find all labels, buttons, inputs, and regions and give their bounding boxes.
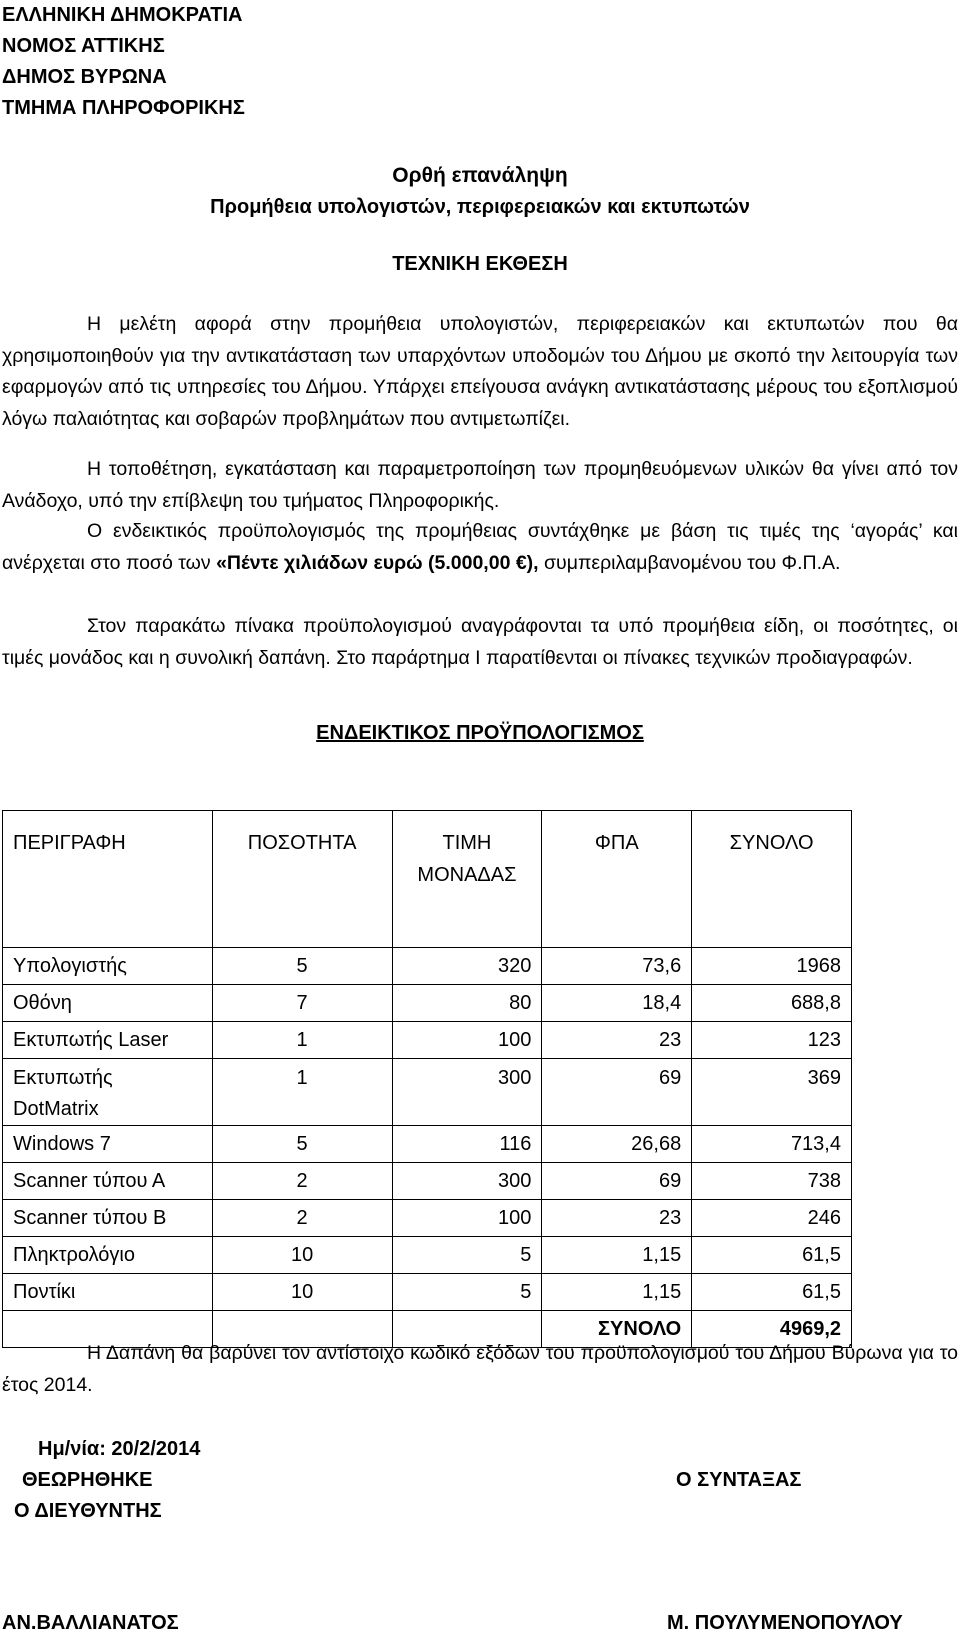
table-row	[3, 1022, 852, 1059]
row-item: Οθόνη	[3, 985, 213, 1022]
row-vat: 26,68	[542, 1126, 692, 1163]
signature-author-role: Ο ΣΥΝΤΑΞΑΣ	[676, 1469, 802, 1491]
row-vat: 1,15	[542, 1274, 692, 1311]
col-description: ΠΕΡΙΓΡΑΦΗ	[3, 811, 213, 948]
row-quantity: 5	[212, 948, 392, 985]
row-price: 80	[392, 985, 542, 1022]
row-quantity: 10	[212, 1274, 392, 1311]
row-quantity: 10	[212, 1237, 392, 1274]
budget-title: ΕΝΔΕΙΚΤΙΚΟΣ ΠΡΟΫΠΟΛΟΓΙΣΜΟΣ	[316, 722, 644, 744]
table-header-row	[3, 811, 852, 948]
row-total: 713,4	[692, 1126, 852, 1163]
sum-label: ΣΥΝΟΛΟ	[542, 1311, 692, 1348]
row-price: 116	[392, 1126, 542, 1163]
row-total: 369	[692, 1059, 852, 1126]
correction-title: Ορθή επανάληψη	[392, 164, 568, 187]
header-line-country: ΕΛΛΗΝΙΚΗ ΔΗΜΟΚΡΑΤΙΑ	[2, 4, 243, 26]
table-row	[3, 1237, 852, 1274]
row-item: Εκτυπωτής DotMatrix	[3, 1059, 213, 1126]
paragraph-closing: Η Δαπάνη θα βαρύνει τον αντίστοιχο κωδικό εξόδων του προϋπολογισμού του Δήμου Βύρωνα για το έτος 2014.	[2, 1342, 958, 1396]
paragraph-installation: Η τοποθέτηση, εγκατάσταση και παραμετροποίηση των προμηθευόμενων υλικών θα γίνει από τον Ανάδοχο, υπό την επίβλεψη του τμήματος Πληροφορικής.	[2, 458, 958, 512]
row-price: 5	[392, 1274, 542, 1311]
col-unit-price-line2: ΜΟΝΑΔΑΣ	[417, 864, 517, 886]
row-item: Υπολογιστής	[3, 948, 213, 985]
col-unit-price-line1: ΤΙΜΗ	[442, 832, 492, 854]
paragraph-purpose: Η μελέτη αφορά στην προμήθεια υπολογιστών, περιφερειακών και εκτυπωτών που θα χρησιμοποιηθούν για την αντικατάσταση των υπαρχόντων υποδομών του Δήμου με σκοπό την λειτουργία των εφαρμογών από τις υπηρεσίες του Δήμου. Υπάρχει επείγουσα ανάγκη αντικατάστασης μέρους του εξοπλισμού λόγω παλαιότητας και σοβαρών προβλημάτων που αντιμετωπίζει.	[2, 313, 958, 430]
row-price: 100	[392, 1200, 542, 1237]
row-item: Πληκτρολόγιο	[3, 1237, 213, 1274]
row-total: 738	[692, 1163, 852, 1200]
row-vat: 23	[542, 1200, 692, 1237]
row-quantity: 5	[212, 1126, 392, 1163]
signature-date: Ημ/νία: 20/2/2014	[38, 1438, 201, 1460]
row-price: 320	[392, 948, 542, 985]
row-vat: 1,15	[542, 1237, 692, 1274]
table-row	[3, 1126, 852, 1163]
row-total: 61,5	[692, 1274, 852, 1311]
signature-director-role: Ο ΔΙΕΥΘΥΝΤΗΣ	[14, 1500, 162, 1522]
header-line-municipality: ΔΗΜΟΣ ΒΥΡΩΝΑ	[2, 66, 167, 88]
row-item: Scanner τύπου Α	[3, 1163, 213, 1200]
budget-amount-bold: «Πέντε χιλιάδων ευρώ (5.000,00 €),	[216, 551, 539, 574]
row-item: Ποντίκι	[3, 1274, 213, 1311]
row-item: Scanner τύπου Β	[3, 1200, 213, 1237]
row-total: 1968	[692, 948, 852, 985]
sum-value: 4969,2	[692, 1311, 852, 1348]
signature-seen: ΘΕΩΡΗΘΗΚΕ	[22, 1469, 153, 1491]
row-total: 61,5	[692, 1237, 852, 1274]
row-quantity: 2	[212, 1200, 392, 1237]
row-item: Windows 7	[3, 1126, 213, 1163]
report-title: ΤΕΧΝΙΚΗ ΕΚΘΕΣΗ	[392, 253, 568, 275]
table-row	[3, 1059, 852, 1126]
col-quantity: ΠΟΣΟΤΗΤΑ	[212, 811, 392, 948]
row-vat: 73,6	[542, 948, 692, 985]
budget-table	[2, 810, 852, 1348]
signature-author-name: Μ. ΠΟΥΛΥΜΕΝΟΠΟΥΛΟΥ	[667, 1612, 903, 1634]
row-price: 100	[392, 1022, 542, 1059]
table-row	[3, 1274, 852, 1311]
paragraph-table-intro: Στον παρακάτω πίνακα προϋπολογισμού αναγράφονται τα υπό προμήθεια είδη, οι ποσότητες, οι τιμές μονάδος και η συνολική δαπάνη. Στο παράρτημα Ι παρατίθενται οι πίνακες τεχνικών προδιαγραφών.	[2, 615, 958, 669]
row-total: 123	[692, 1022, 852, 1059]
row-vat: 69	[542, 1163, 692, 1200]
row-quantity: 1	[212, 1022, 392, 1059]
row-price: 300	[392, 1163, 542, 1200]
paragraph-budget-amount	[2, 516, 958, 579]
row-quantity: 7	[212, 985, 392, 1022]
col-unit-price	[392, 811, 542, 948]
table-row	[3, 985, 852, 1022]
issuer-header	[2, 0, 245, 124]
paragraph-budget-vat: συμπεριλαμβανομένου του Φ.Π.Α.	[538, 551, 841, 574]
table-row	[3, 1200, 852, 1237]
row-item: Εκτυπωτής Laser	[3, 1022, 213, 1059]
row-quantity: 2	[212, 1163, 392, 1200]
paragraph-budget-text: Ο ενδεικτικός προϋπολογισμός της προμήθειας συντάχθηκε με βάση τις τιμές της ‘αγοράς’ και ανέρχεται στο ποσό των	[2, 520, 958, 574]
row-vat: 69	[542, 1059, 692, 1126]
header-line-prefecture: ΝΟΜΟΣ ΑΤΤΙΚΗΣ	[2, 35, 165, 57]
table-row	[3, 1163, 852, 1200]
row-vat: 23	[542, 1022, 692, 1059]
table-row	[3, 948, 852, 985]
col-total: ΣΥΝΟΛΟ	[692, 811, 852, 948]
row-quantity: 1	[212, 1059, 392, 1126]
row-price: 300	[392, 1059, 542, 1126]
signature-director-name: ΑΝ.ΒΑΛΛΙΑΝΑΤΟΣ	[2, 1612, 179, 1634]
header-line-department: ΤΜΗΜΑ ΠΛΗΡΟΦΟΡΙΚΗΣ	[2, 97, 245, 119]
col-vat: ΦΠΑ	[542, 811, 692, 948]
row-price: 5	[392, 1237, 542, 1274]
subject-title: Προμήθεια υπολογιστών, περιφερειακών και εκτυπωτών	[210, 196, 750, 218]
row-total: 688,8	[692, 985, 852, 1022]
row-total: 246	[692, 1200, 852, 1237]
row-vat: 18,4	[542, 985, 692, 1022]
